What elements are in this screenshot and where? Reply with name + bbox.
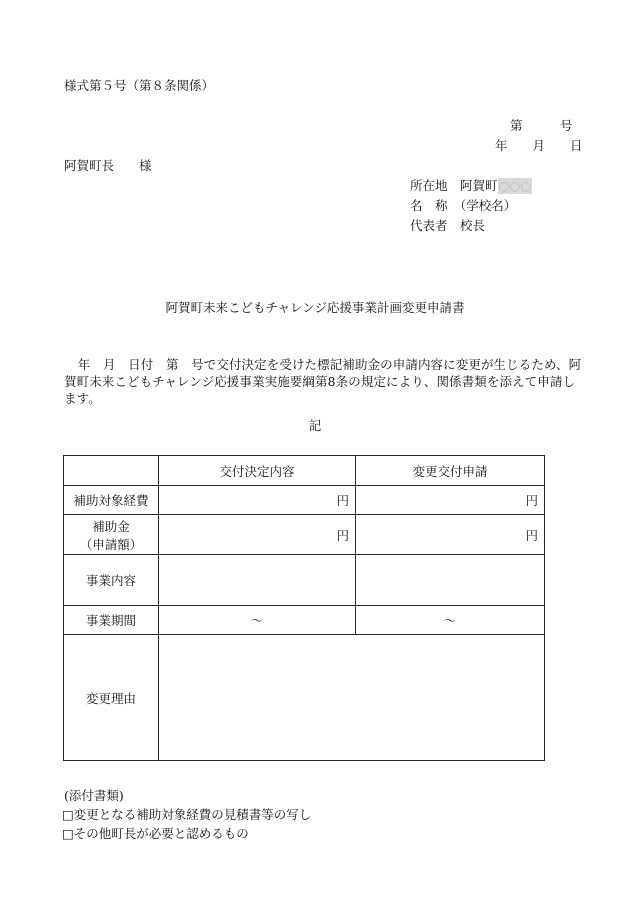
header-change: 変更交付申請 <box>356 456 545 486</box>
row-subsidy <box>64 515 545 555</box>
addressee: 阿賀町長 様 <box>64 158 152 173</box>
label-period: 事業期間 <box>64 606 159 635</box>
sender-name: 名 称 （学校名） <box>410 198 517 213</box>
attachment-item-other: □その他町長が必要と認めるもの <box>62 826 249 841</box>
expense-approved-cell[interactable]: 円 <box>159 486 356 515</box>
masked-address: ○○○ <box>498 178 532 193</box>
subsidy-change-cell[interactable]: 円 <box>356 515 545 555</box>
row-period <box>64 606 545 635</box>
header-approved: 交付決定内容 <box>159 456 356 486</box>
attachments-heading: (添付書類) <box>64 788 124 803</box>
row-expense <box>64 486 545 515</box>
document-date: 年 月 日 <box>495 138 583 153</box>
sender-representative: 代表者 校長 <box>410 218 486 233</box>
attachment-item-quote: □変更となる補助対象経費の見積書等の写し <box>62 807 312 822</box>
label-subsidy-line1: 補助金 <box>92 518 130 534</box>
table-header-row <box>64 456 545 486</box>
expense-change-cell[interactable]: 円 <box>356 486 545 515</box>
period-approved-cell[interactable]: ～ <box>159 606 356 635</box>
document-number: 第 号 <box>510 118 573 133</box>
row-reason <box>64 635 545 761</box>
form-number: 様式第５号（第８条関係） <box>64 78 215 93</box>
header-blank <box>64 456 159 486</box>
reason-cell[interactable] <box>159 635 545 761</box>
content-change-cell[interactable] <box>356 555 545 606</box>
label-expense: 補助対象経費 <box>64 486 159 515</box>
details-table <box>63 455 545 761</box>
period-change-cell[interactable]: ～ <box>356 606 545 635</box>
label-content: 事業内容 <box>64 555 159 606</box>
label-subsidy <box>64 515 159 555</box>
subsidy-approved-cell[interactable]: 円 <box>159 515 356 555</box>
row-content <box>64 555 545 606</box>
sender-address <box>410 178 532 194</box>
label-subsidy-line2: （申請額） <box>79 536 143 552</box>
content-approved-cell[interactable] <box>159 555 356 606</box>
label-reason: 変更理由 <box>64 635 159 761</box>
body-paragraph: 年 月 日付 第 号で交付決定を受けた標記補助金の申請内容に変更が生じるため、阿賀町未来こどもチャレンジ応援事業実施要綱第8条の規定により、関係書類を添えて申請します。 <box>64 357 582 406</box>
ki-heading: 記 <box>308 418 322 433</box>
sender-address-label: 所在地 阿賀町 <box>410 178 498 193</box>
document-title: 阿賀町未来こどもチャレンジ応援事業計画変更申請書 <box>165 300 465 315</box>
